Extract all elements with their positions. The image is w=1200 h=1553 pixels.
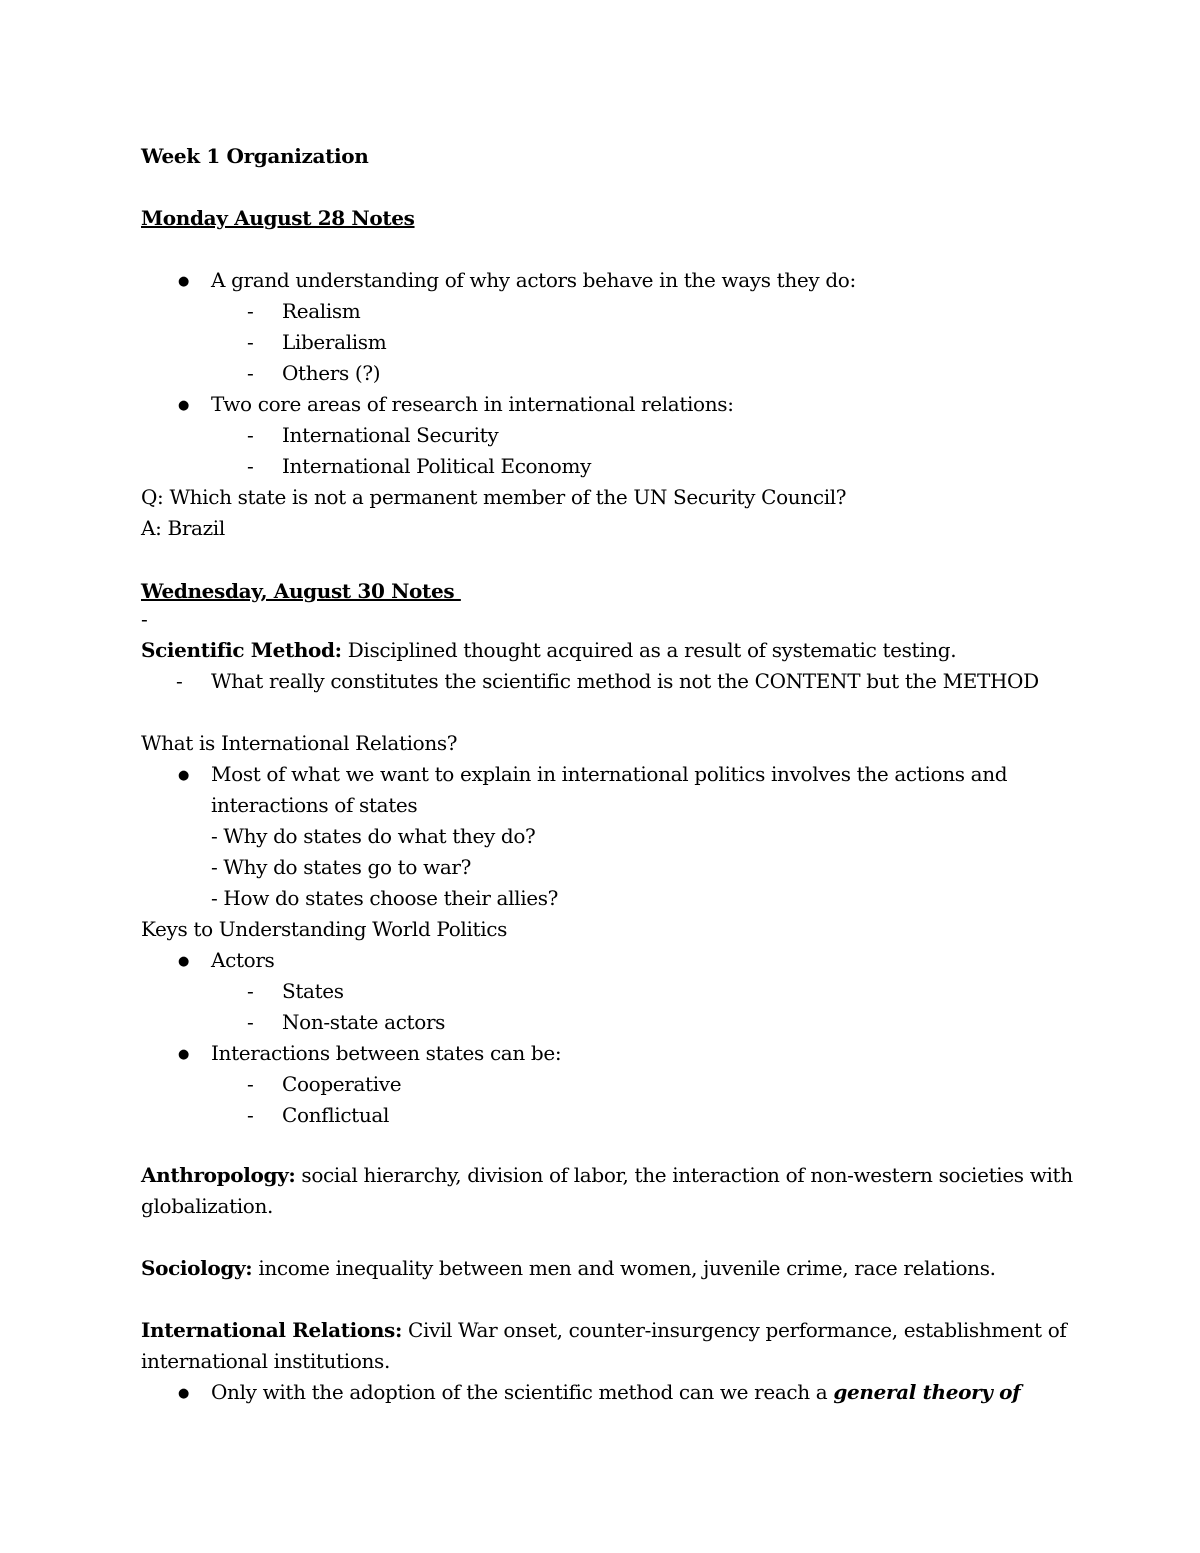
dash-icon: - [247, 1010, 254, 1034]
list-item: Realism [282, 299, 361, 323]
bullet-icon: ● [178, 1047, 190, 1062]
list-item-continuation: interactions of states [211, 793, 418, 817]
list-item: A grand understanding of why actors behave in the ways they do: [211, 268, 856, 292]
list-item: Liberalism [282, 330, 387, 354]
list-item: - How do states choose their allies? [211, 886, 559, 910]
dash-icon: - [247, 454, 254, 478]
wednesday-heading: Wednesday, August 30 Notes [141, 579, 461, 603]
list-item: Others (?) [282, 361, 381, 385]
dash-icon: - [247, 299, 254, 323]
list-item: Cooperative [282, 1072, 402, 1096]
bullet-icon: ● [178, 768, 190, 783]
list-item: What really constitutes the scientific method is not the CONTENT but the METHOD [211, 669, 1039, 693]
scientific-method-line: Scientific Method: Disciplined thought acquired as a result of systematic testing. [141, 638, 957, 662]
list-item: Two core areas of research in international relations: [211, 392, 734, 416]
bullet-icon: ● [178, 954, 190, 969]
monday-heading: Monday August 28 Notes [141, 206, 415, 230]
answer-line: A: Brazil [141, 516, 225, 540]
list-item: Most of what we want to explain in international politics involves the actions and [211, 762, 1008, 786]
bullet-icon: ● [178, 398, 190, 413]
keys-heading: Keys to Understanding World Politics [141, 917, 508, 941]
dash-icon: - [247, 1072, 254, 1096]
dash-icon: - [176, 669, 183, 693]
list-item: Conflictual [282, 1103, 390, 1127]
anthropology-line: Anthropology: social hierarchy, division of labor, the interaction of non-western societies with [141, 1163, 1073, 1187]
list-item: International Security [282, 423, 499, 447]
question-line: Q: Which state is not a permanent member of the UN Security Council? [141, 485, 847, 509]
dash-icon: - [247, 361, 254, 385]
list-item: Non-state actors [282, 1010, 446, 1034]
list-item: Actors [211, 948, 275, 972]
list-item: States [282, 979, 344, 1003]
stray-dash: - [141, 607, 148, 631]
document-title: Week 1 Organization [141, 144, 369, 168]
dash-icon: - [247, 423, 254, 447]
list-item: - Why do states go to war? [211, 855, 471, 879]
list-item: Interactions between states can be: [211, 1041, 562, 1065]
dash-icon: - [247, 979, 254, 1003]
bullet-icon: ● [178, 1386, 190, 1401]
list-item: Only with the adoption of the scientific method can we reach a general theory of [211, 1380, 1021, 1404]
bullet-icon: ● [178, 274, 190, 289]
list-item: International Political Economy [282, 454, 592, 478]
ir-question: What is International Relations? [141, 731, 458, 755]
anthropology-continuation: globalization. [141, 1194, 274, 1218]
dash-icon: - [247, 1103, 254, 1127]
sociology-line: Sociology: income inequality between men and women, juvenile crime, race relations. [141, 1256, 996, 1280]
international-relations-continuation: international institutions. [141, 1349, 390, 1373]
list-item: - Why do states do what they do? [211, 824, 536, 848]
dash-icon: - [247, 330, 254, 354]
international-relations-line: International Relations: Civil War onset, counter-insurgency performance, establishment of [141, 1318, 1067, 1342]
